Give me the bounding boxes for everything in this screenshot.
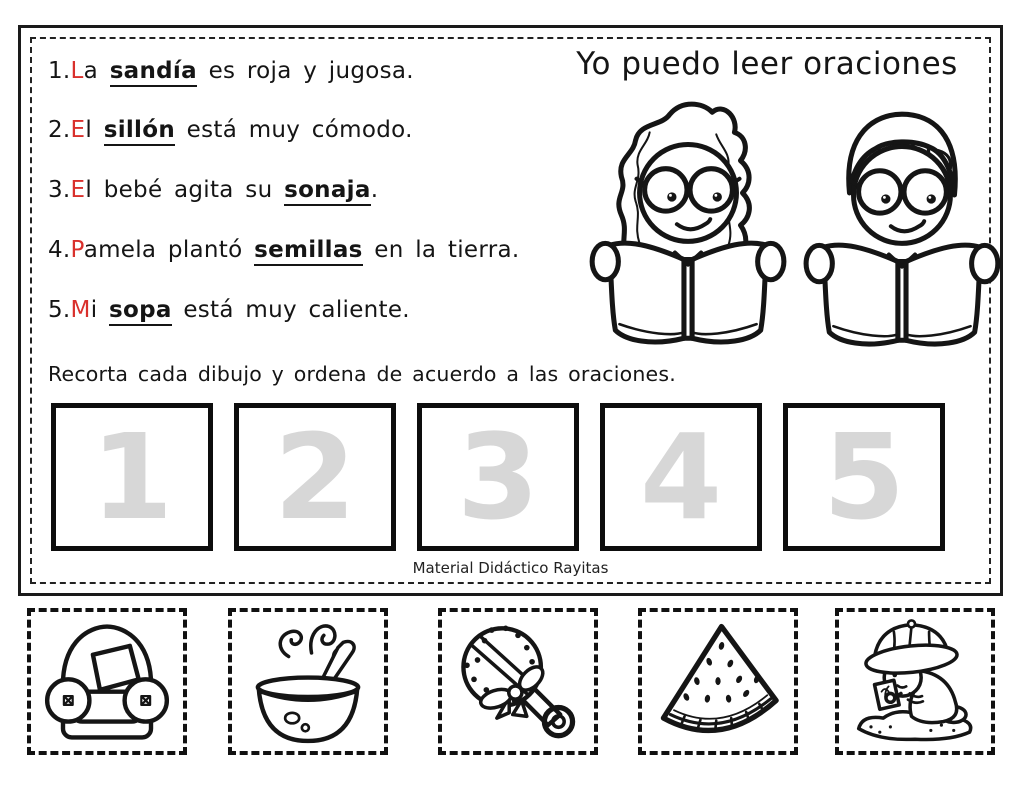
order-box-5 (783, 403, 945, 551)
page-title: Yo puedo leer oraciones (576, 46, 958, 82)
child-planting-seeds-icon (842, 616, 988, 748)
baby-rattle-icon (445, 616, 591, 748)
sentence-text: l (85, 117, 104, 143)
sentence-text: está muy cómodo. (175, 117, 413, 143)
credit-text: Material Didáctico Rayitas (412, 559, 609, 577)
armchair-icon (34, 616, 180, 748)
sentence-number: 5. (48, 297, 71, 323)
sentence-1 (48, 58, 414, 84)
order-box-number: 4 (639, 408, 723, 546)
sentence-initial: M (70, 297, 91, 323)
sentence-2 (48, 117, 413, 143)
instruction-text: Recorta cada dibujo y ordena de acuerdo a las oraciones. (48, 362, 676, 386)
sentence-text: está muy caliente. (171, 297, 410, 323)
sentence-keyword: semillas (254, 237, 363, 266)
sentence-text: a (83, 58, 110, 84)
sentence-initial: E (70, 177, 86, 203)
sentence-text: l bebé agita su (85, 177, 285, 203)
order-box-number: 2 (273, 408, 357, 546)
sentence-3 (48, 177, 378, 203)
cutout-armchair (27, 608, 187, 755)
order-box-1 (51, 403, 213, 551)
order-box-number: 1 (90, 408, 174, 546)
order-boxes-row (51, 403, 945, 551)
sentence-text: i (90, 297, 110, 323)
sentence-number: 4. (48, 237, 71, 263)
sentence-keyword: sandía (110, 58, 197, 87)
watermelon-slice-icon (645, 616, 791, 748)
order-box-4 (600, 403, 762, 551)
cutout-soup-bowl (228, 608, 388, 755)
order-box-number: 3 (456, 408, 540, 546)
sentence-keyword: sopa (109, 297, 172, 326)
order-box-3 (417, 403, 579, 551)
order-box-number: 5 (822, 408, 906, 546)
soup-bowl-icon (235, 616, 381, 748)
cutout-watermelon (638, 608, 798, 755)
sentence-text: . (370, 177, 379, 203)
illustration-container (577, 92, 1011, 368)
cutout-child-planting (835, 608, 995, 755)
sentence-initial: L (70, 58, 84, 84)
sentence-initial: E (70, 117, 86, 143)
sentence-text: amela plantó (83, 237, 255, 263)
sentence-keyword: sonaja (284, 177, 371, 206)
two-kids-reading-icon (577, 92, 1011, 367)
sentence-initial: P (70, 237, 84, 263)
order-box-2 (234, 403, 396, 551)
worksheet-page (18, 25, 1003, 596)
cutout-baby-rattle (438, 608, 598, 755)
sentence-text: es roja y jugosa. (196, 58, 414, 84)
sentence-number: 2. (48, 117, 71, 143)
sentence-keyword: sillón (104, 117, 175, 146)
sentence-text: en la tierra. (362, 237, 520, 263)
sentence-number: 3. (48, 177, 71, 203)
sentence-4 (48, 237, 519, 263)
sentence-5 (48, 297, 410, 323)
sentence-number: 1. (48, 58, 71, 84)
